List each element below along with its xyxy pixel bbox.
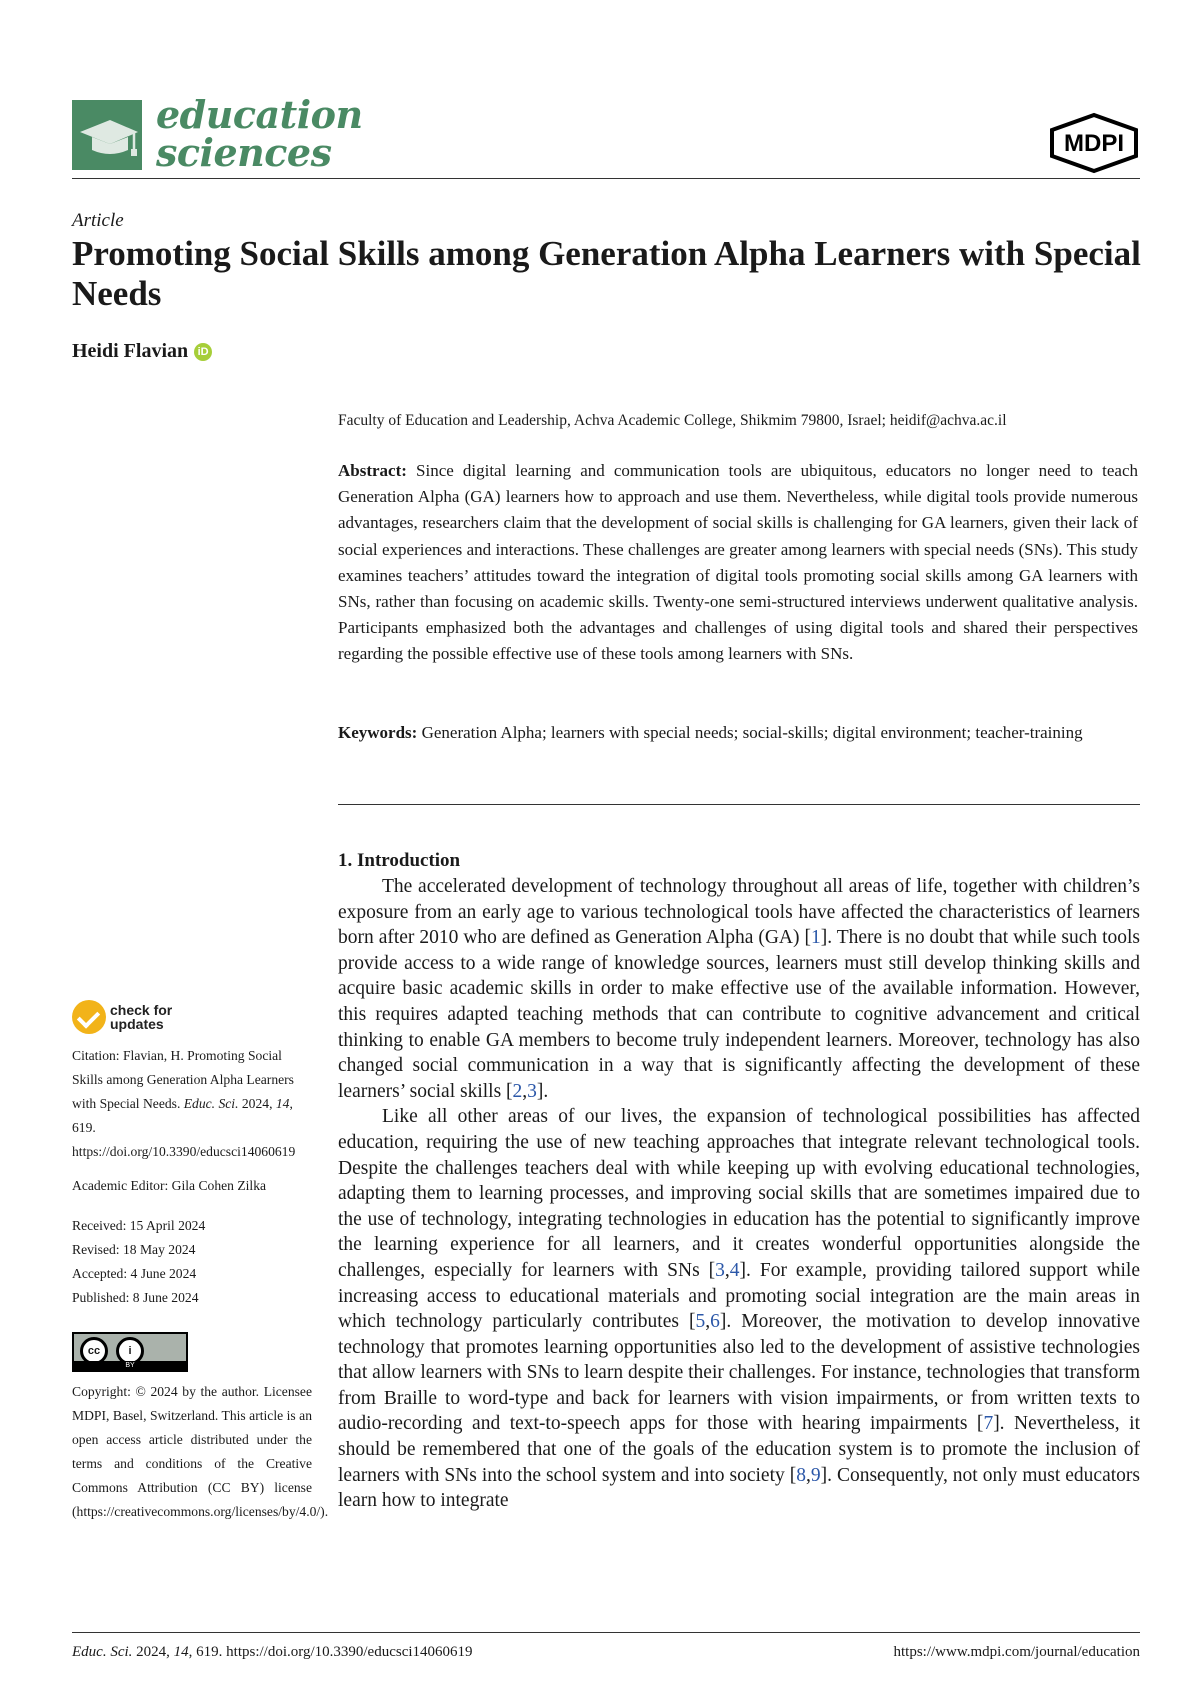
citation-link[interactable]: 2: [512, 1080, 523, 1102]
keywords-label: Keywords:: [338, 723, 418, 742]
footer-journal: Educ. Sci.: [72, 1644, 133, 1660]
check-updates-line2: updates: [110, 1016, 164, 1032]
paragraph-text: ].: [536, 1080, 549, 1102]
footer-citation: [72, 1644, 473, 1661]
citation-link[interactable]: 8: [796, 1464, 806, 1486]
date-received: Received: 15 April 2024: [72, 1218, 206, 1233]
citation-year: 2024,: [238, 1096, 276, 1111]
check-for-updates-button[interactable]: [72, 1000, 172, 1034]
affiliation: Faculty of Education and Leadership, Achva Academic College, Shikmim 79800, Israel; heidif@achva.ac.il: [338, 412, 1007, 429]
article-title: Promoting Social Skills among Generation Alpha Learners with Special Needs: [72, 234, 1141, 313]
orcid-icon[interactable]: iD: [194, 343, 212, 361]
paragraph-text: ]. Nevertheless, it should be remembered that one of the goals of the education system is to promote the inclusion of learners with SNs into the school system and into society [: [338, 1413, 1140, 1486]
paragraph-text: ]. There is no doubt that while such tools provide access to a wide range of knowledge sources, learners must still develop thinking skills and acquire basic academic skills in order to make effective use of the available information. However, this requires adapted teaching methods that can contribute to cognitive advancement and critical thinking to enable GA members to become truly independent learners. Moreover, technology has also changed social communication in a way that is significantly affecting the development of these learners’ social skills [: [338, 927, 1140, 1102]
paragraph-text: ]. For example, providing tailored support while increasing access to educational materials and promoting social integration are the main areas in which technology particularly contributes [: [338, 1259, 1140, 1333]
article-type: Article: [72, 210, 124, 231]
paragraph-text: ]. Consequently, not only must educators learn how to integrate: [338, 1464, 1140, 1512]
mdpi-logo-icon: [1046, 112, 1142, 174]
date-accepted: Accepted: 4 June 2024: [72, 1266, 197, 1281]
citation-info: [72, 1044, 312, 1164]
paragraph-text: ,: [805, 1464, 811, 1486]
paragraph-text: ]. Moreover, the motivation to develop innovative technology that promotes learning opportunities also led to the development of assistive technologies that allow learners with SNs to learn despite their challenges. For instance, technologies that transform from Braille to word-type and back for learners with vision impairments, or from written texts to audio-recording and text-to-speech apps for those with hearing impairments [: [338, 1311, 1140, 1435]
citation-link[interactable]: 5: [695, 1311, 706, 1333]
citation-link[interactable]: 3: [715, 1259, 725, 1281]
footer-volume: 14: [173, 1644, 189, 1660]
paragraph: [338, 874, 1140, 1104]
footer-divider: [72, 1632, 1140, 1633]
header-divider: [72, 178, 1140, 179]
abstract-label: Abstract:: [338, 461, 407, 480]
publication-dates: [72, 1214, 312, 1310]
academic-editor: Academic Editor: Gila Cohen Zilka: [72, 1178, 267, 1193]
date-revised: Revised: 18 May 2024: [72, 1242, 196, 1257]
paragraph: [338, 1104, 1140, 1514]
footer-year: 2024,: [132, 1644, 174, 1660]
publisher-label: MDPI: [1064, 130, 1124, 157]
citation-link[interactable]: 4: [729, 1259, 740, 1281]
journal-name-line1: education: [156, 92, 363, 137]
citation-link[interactable]: 6: [710, 1311, 720, 1333]
copyright-notice: Copyright: © 2024 by the author. Licensee MDPI, Basel, Switzerland. This article is an open access article distributed under the terms and conditions of the Creative Commons Attribution (CC BY) license (https://creativecommons.org/licenses/by/4.0/).: [72, 1384, 329, 1519]
paragraph-text: The accelerated development of technology throughout all areas of life, together with children’s exposure from an early age to various technological tools have affected the characteristics of learners born after 2010 who are defined as Generation Alpha (GA) [: [338, 876, 1140, 949]
abstract-text: Since digital learning and communication tools are ubiquitous, educators no longer need to teach Generation Alpha (GA) learners how to approach and use them. Nevertheless, while digital tools provide numerous advantages, researchers claim that the development of social skills is challenging for GA learners, given their lack of social experiences and interactions. These challenges are greater among learners with special needs (SNs). This study examines teachers’ attitudes toward the integration of digital tools promoting social skills among GA learners with SNs, rather than focusing on academic skills. Twenty-one semi-structured interviews underwent qualitative analysis. Participants emphasized both the advantages and challenges of using digital tools and shared their perspectives regarding the possible effective use of these tools among learners with SNs.: [338, 461, 1138, 664]
paragraph-text: Like all other areas of our lives, the expansion of technological possibilities has affected education, requiring the use of new teaching approaches that integrate relevant technological tools. Despite the challenges teachers deal with while keeping up with evolving educational technologies, adapting them to learning processes, and improving social skills that are sometimes impaired due to the use of technology, integrating technologies in education has the potential to significantly improve the learning experience for all learners, and it creates wonderful opportunities alongside the challenges, especially for learners with SNs [: [338, 1106, 1140, 1281]
cc-by-license-badge[interactable]: [72, 1332, 188, 1372]
by-icon: i: [116, 1337, 144, 1365]
keywords: [338, 720, 1138, 746]
citation-link[interactable]: 9: [810, 1464, 821, 1486]
date-published: Published: 8 June 2024: [72, 1290, 199, 1305]
citation-journal: Educ. Sci.: [183, 1096, 239, 1111]
check-updates-label: [110, 1003, 172, 1031]
journal-name: [156, 92, 363, 175]
cc-by-label: BY: [74, 1361, 186, 1370]
citation-volume: 14: [275, 1096, 290, 1111]
citation-link[interactable]: 7: [983, 1413, 994, 1435]
footer-doi[interactable]: , 619. https://doi.org/10.3390/educsci14060619: [188, 1644, 473, 1660]
paragraph-text: ,: [522, 1080, 528, 1102]
paragraph-text: ,: [724, 1259, 730, 1281]
journal-name-line2: sciences: [156, 130, 332, 175]
footer-journal-url[interactable]: https://www.mdpi.com/journal/education: [893, 1644, 1140, 1660]
paragraph-text: ,: [705, 1311, 711, 1333]
author: [72, 340, 212, 363]
citation-doi[interactable]: , 619. https://doi.org/10.3390/educsci14060619: [72, 1096, 296, 1159]
abstract-divider: [338, 804, 1140, 805]
check-updates-line1: check for: [110, 1002, 173, 1018]
citation-link[interactable]: 3: [527, 1080, 537, 1102]
citation-link[interactable]: 1: [810, 927, 821, 949]
keywords-text: Generation Alpha; learners with special needs; social-skills; digital environment; teacher-training: [421, 723, 1083, 742]
checkmark-icon: [72, 1000, 106, 1034]
cc-icon: cc: [80, 1337, 108, 1365]
abstract: [338, 458, 1138, 668]
section-heading-introduction: 1. Introduction: [338, 850, 461, 871]
citation-text: Citation: Flavian, H. Promoting Social Skills among Generation Alpha Learners with Special Needs.: [72, 1048, 294, 1111]
author-name[interactable]: Heidi Flavian: [72, 340, 189, 362]
introduction-body: [338, 874, 1140, 1514]
journal-logo-icon: [72, 100, 142, 170]
